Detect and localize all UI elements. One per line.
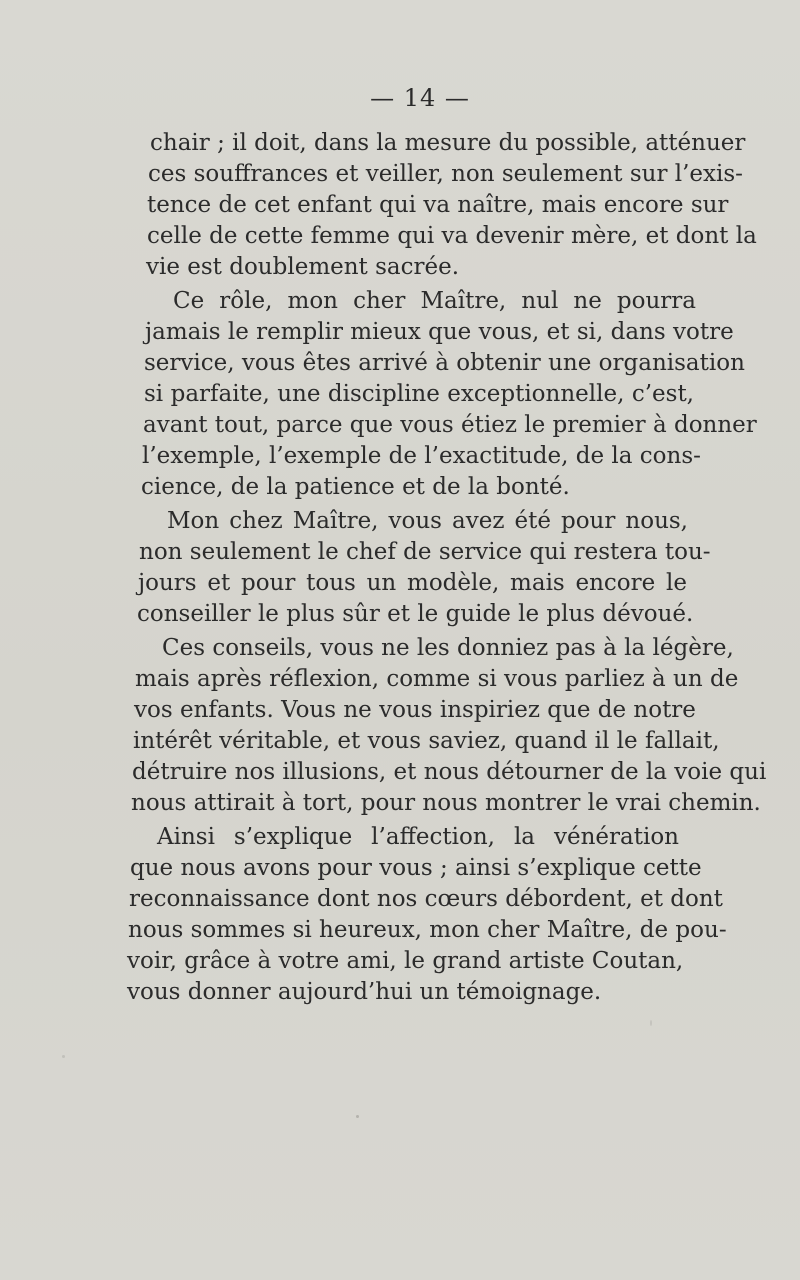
text-line: vie est doublement sacrée. xyxy=(146,254,460,280)
text-line: l’exemple, l’exemple de l’exactitude, de la cons- xyxy=(142,443,701,469)
text-line: non seulement le chef de service qui restera tou- xyxy=(139,539,711,565)
paper-speck xyxy=(356,1115,359,1118)
text-line: jamais le remplir mieux que vous, et si, dans votre xyxy=(145,319,734,345)
text-line: Ce rôle, mon cher Maître, nul ne pourra xyxy=(173,288,696,314)
text-line: nous attirait à tort, pour nous montrer le vrai chemin. xyxy=(131,790,761,816)
paper-speck xyxy=(650,1020,652,1026)
text-line: celle de cette femme qui va devenir mère, et dont la xyxy=(147,223,757,249)
text-line: Ces conseils, vous ne les donniez pas à la légère, xyxy=(162,635,734,661)
text-line: cience, de la patience et de la bonté. xyxy=(141,474,570,500)
text-line: vos enfants. Vous ne vous inspiriez que de notre xyxy=(134,697,696,723)
text-line: nous sommes si heureux, mon cher Maître, de pou- xyxy=(128,917,727,943)
text-line: chair ; il doit, dans la mesure du possible, atténuer xyxy=(150,130,746,156)
text-line: mais après réflexion, comme si vous parliez à un de xyxy=(135,666,739,692)
text-line: vous donner aujourd’hui un témoignage. xyxy=(127,979,602,1005)
text-line: Ainsi s’explique l’affection, la vénération xyxy=(157,824,679,850)
text-line: ces souffrances et veiller, non seulement sur l’exis- xyxy=(148,161,743,187)
text-line: service, vous êtes arrivé à obtenir une organisation xyxy=(144,350,745,376)
text-line: que nous avons pour vous ; ainsi s’explique cette xyxy=(130,855,702,881)
text-line: voir, grâce à votre ami, le grand artiste Coutan, xyxy=(127,948,684,974)
text-line: détruire nos illusions, et nous détourner de la voie qui xyxy=(132,759,767,785)
text-line: Mon chez Maître, vous avez été pour nous, xyxy=(167,508,688,534)
page-number: — 14 — xyxy=(370,84,470,112)
text-line: avant tout, parce que vous étiez le premier à donner xyxy=(143,412,757,438)
text-line: reconnaissance dont nos cœurs débordent, et dont xyxy=(129,886,723,912)
text-line: intérêt véritable, et vous saviez, quand il le fallait, xyxy=(133,728,720,754)
text-line: tence de cet enfant qui va naître, mais encore sur xyxy=(147,192,729,218)
text-line: si parfaite, une discipline exceptionnelle, c’est, xyxy=(144,381,694,407)
paper-speck xyxy=(62,1055,65,1058)
text-line: conseiller le plus sûr et le guide le plus dévoué. xyxy=(137,601,694,627)
text-line: jours et pour tous un modèle, mais encore le xyxy=(138,570,687,596)
